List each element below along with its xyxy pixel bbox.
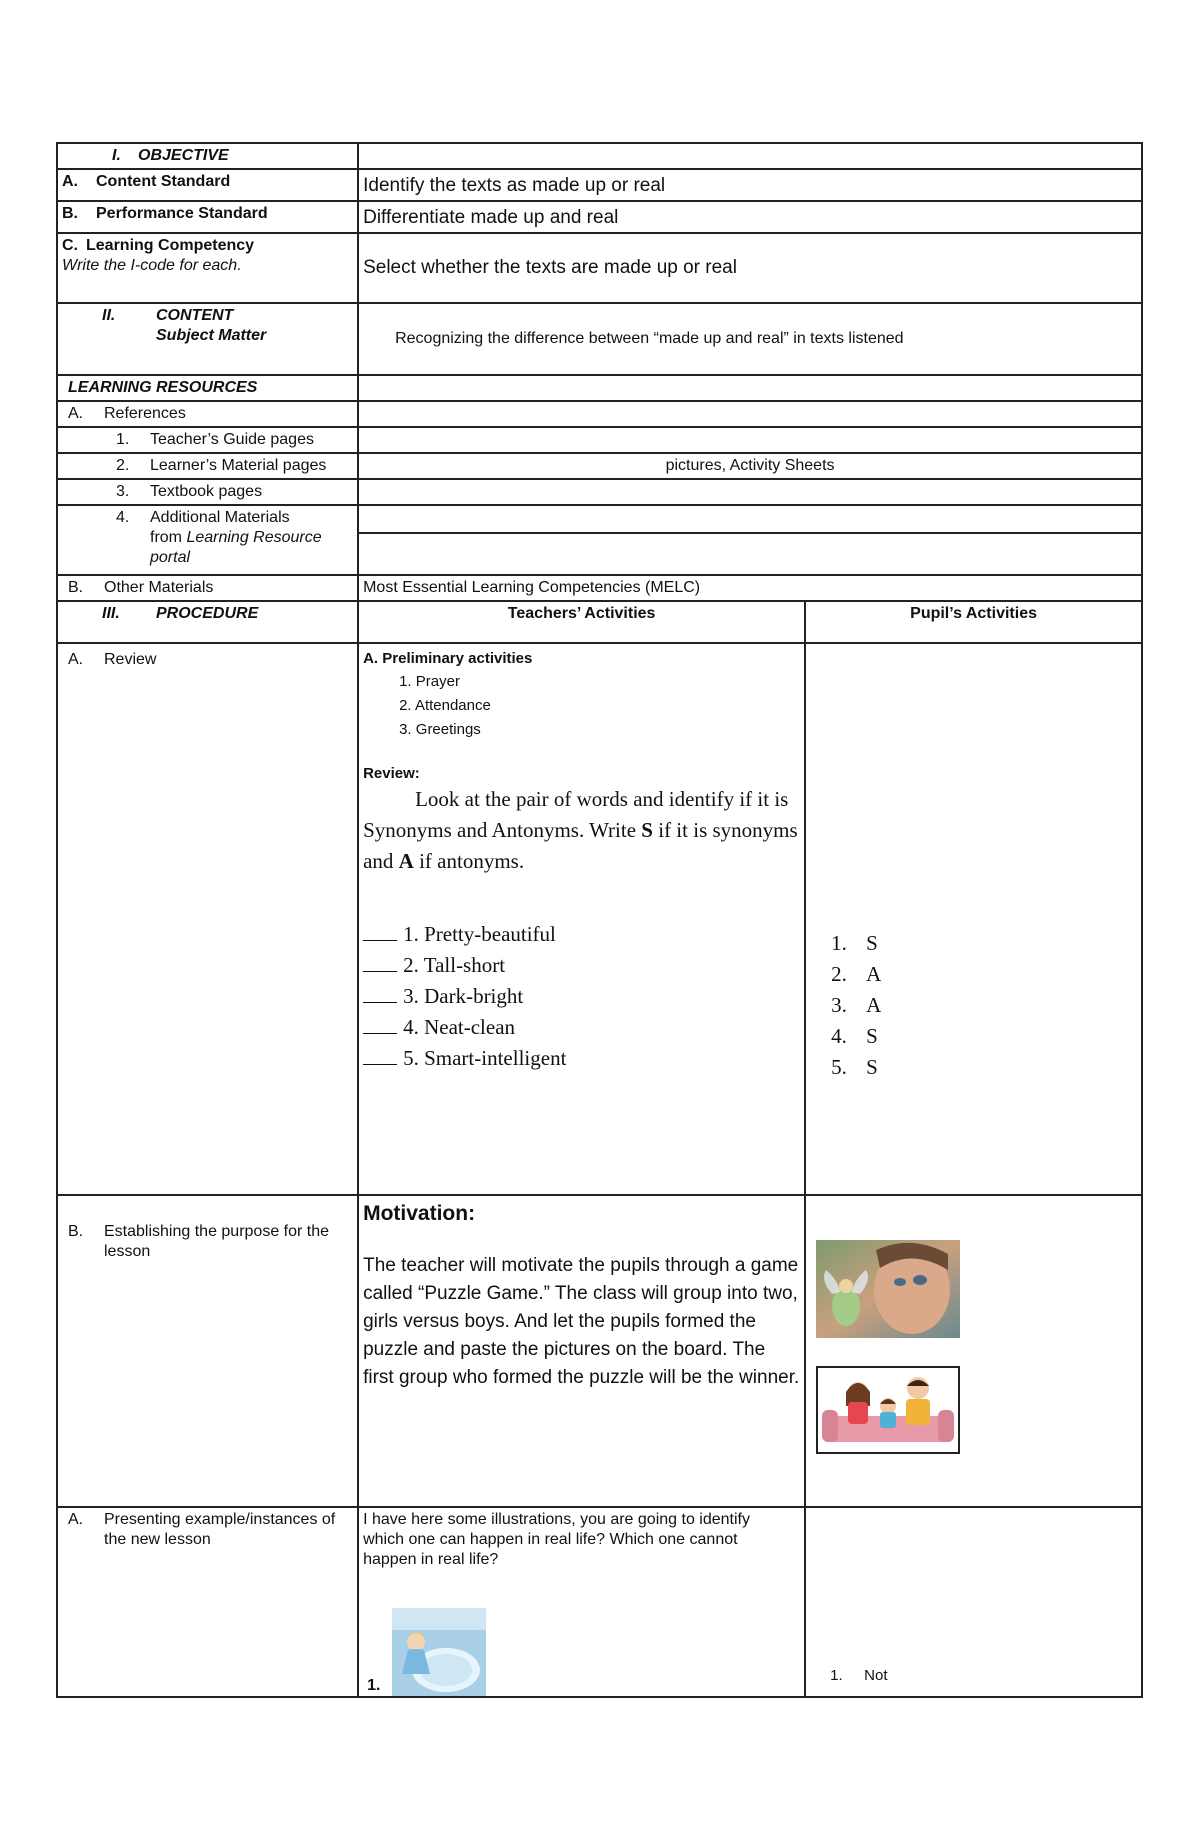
resource-item-textbook: 3. Textbook pages bbox=[57, 479, 358, 505]
resource-item-learners-material: 2. Learner’s Material pages bbox=[57, 453, 358, 479]
review-pupil-cell bbox=[805, 643, 1142, 1195]
content-value: Recognizing the difference between “made up and real” in texts listened bbox=[358, 303, 1142, 375]
motivation-text: The teacher will motivate the pupils through a game called “Puzzle Game.” The class will group into two, girls versus boys. And let the pupils formed the puzzle and paste the pictures on the board. The first group who formed the puzzle will be the winner. bbox=[363, 1255, 800, 1388]
answer-list bbox=[810, 928, 1137, 1083]
purpose-label: B. Establishing the purpose for the lesson bbox=[57, 1195, 358, 1507]
review-title: Review: bbox=[363, 765, 420, 782]
teacher-activities-header: Teachers’ Activities bbox=[358, 601, 805, 643]
family-picture bbox=[816, 1366, 960, 1454]
performance-standard-label: B. Performance Standard bbox=[57, 201, 358, 233]
objective-heading: I. OBJECTIVE bbox=[57, 143, 358, 169]
list-item: 5. S bbox=[852, 1052, 1137, 1083]
content-standard-value: Identify the texts as made up or real bbox=[358, 169, 1142, 201]
list-item: 4. S bbox=[852, 1021, 1137, 1052]
review-instruction: Look at the pair of words and identify if it is Synonyms and Antonyms. Write S if it is synonyms and A if antonyms. bbox=[363, 787, 798, 873]
other-materials-label: B. Other Materials bbox=[57, 575, 358, 601]
motivation-title: Motivation: bbox=[363, 1202, 476, 1225]
lesson-plan bbox=[56, 142, 1143, 1698]
resources-heading: LEARNING RESOURCES bbox=[57, 375, 358, 401]
resource-item-teachers-guide: 1. Teacher’s Guide pages bbox=[57, 427, 358, 453]
prelim-title: A. Preliminary activities bbox=[363, 650, 533, 667]
list-item: 1. Pretty-beautiful bbox=[363, 919, 800, 950]
content-heading: II. CONTENT Subject Matter bbox=[57, 303, 358, 375]
learners-material-value: pictures, Activity Sheets bbox=[358, 453, 1142, 479]
performance-standard-value: Differentiate made up and real bbox=[358, 201, 1142, 233]
resource-item-additional-materials: 4. Additional Materials from Learning Resource portal bbox=[57, 505, 358, 575]
list-item: 3. A bbox=[852, 990, 1137, 1021]
competency-value: Select whether the texts are made up or real bbox=[358, 233, 1142, 303]
list-item: 1. S bbox=[852, 928, 1137, 959]
references-label: A. References bbox=[57, 401, 358, 427]
review-label: A. Review bbox=[57, 643, 358, 1195]
list-item: 2. Tall-short bbox=[363, 950, 800, 981]
other-materials-value: Most Essential Learning Competencies (MELC) bbox=[358, 575, 1142, 601]
list-item: 4. Neat-clean bbox=[363, 1012, 800, 1043]
cinderella-picture bbox=[392, 1608, 486, 1696]
content-standard-label: A. Content Standard bbox=[57, 169, 358, 201]
presenting-text: I have here some illustrations, you are going to identify which one can happen in real life? Which one cannot happen in real life? bbox=[363, 1511, 750, 1568]
fairy-picture bbox=[816, 1240, 960, 1338]
list-item: 3. Dark-bright bbox=[363, 981, 800, 1012]
presenting-answer: 1. Not bbox=[830, 1667, 888, 1684]
pupil-activities-header: Pupil’s Activities bbox=[805, 601, 1142, 643]
review-teacher-cell: A. Preliminary activities 1. Prayer 2. Attendance 3. Greetings Review: Look at the pair of words and identify if it is Synonyms and Antonyms. Write S if it is synonyms and A if antonyms. 1. Pretty-beautiful 2. Tall-short 3. Dark-bright 4. Neat-clean 5. Smart-intelligent bbox=[358, 643, 805, 1195]
procedure-heading: III. PROCEDURE bbox=[57, 601, 358, 643]
competency-label: C. Learning Competency Write the I-code for each. bbox=[57, 233, 358, 303]
presenting-label: A. Presenting example/instances of the new lesson bbox=[57, 1507, 358, 1697]
purpose-pupil-cell bbox=[805, 1195, 1142, 1507]
purpose-teacher-cell bbox=[358, 1195, 805, 1507]
list-item: 2. A bbox=[852, 959, 1137, 990]
review-questions bbox=[363, 919, 800, 1074]
presenting-pupil-cell bbox=[805, 1507, 1142, 1697]
list-item: 5. Smart-intelligent bbox=[363, 1043, 800, 1074]
presenting-teacher-cell: I have here some illustrations, you are going to identify which one can happen in real life? Which one cannot happen in real life? 1. bbox=[358, 1507, 805, 1697]
lesson-plan-table bbox=[56, 142, 1143, 1698]
